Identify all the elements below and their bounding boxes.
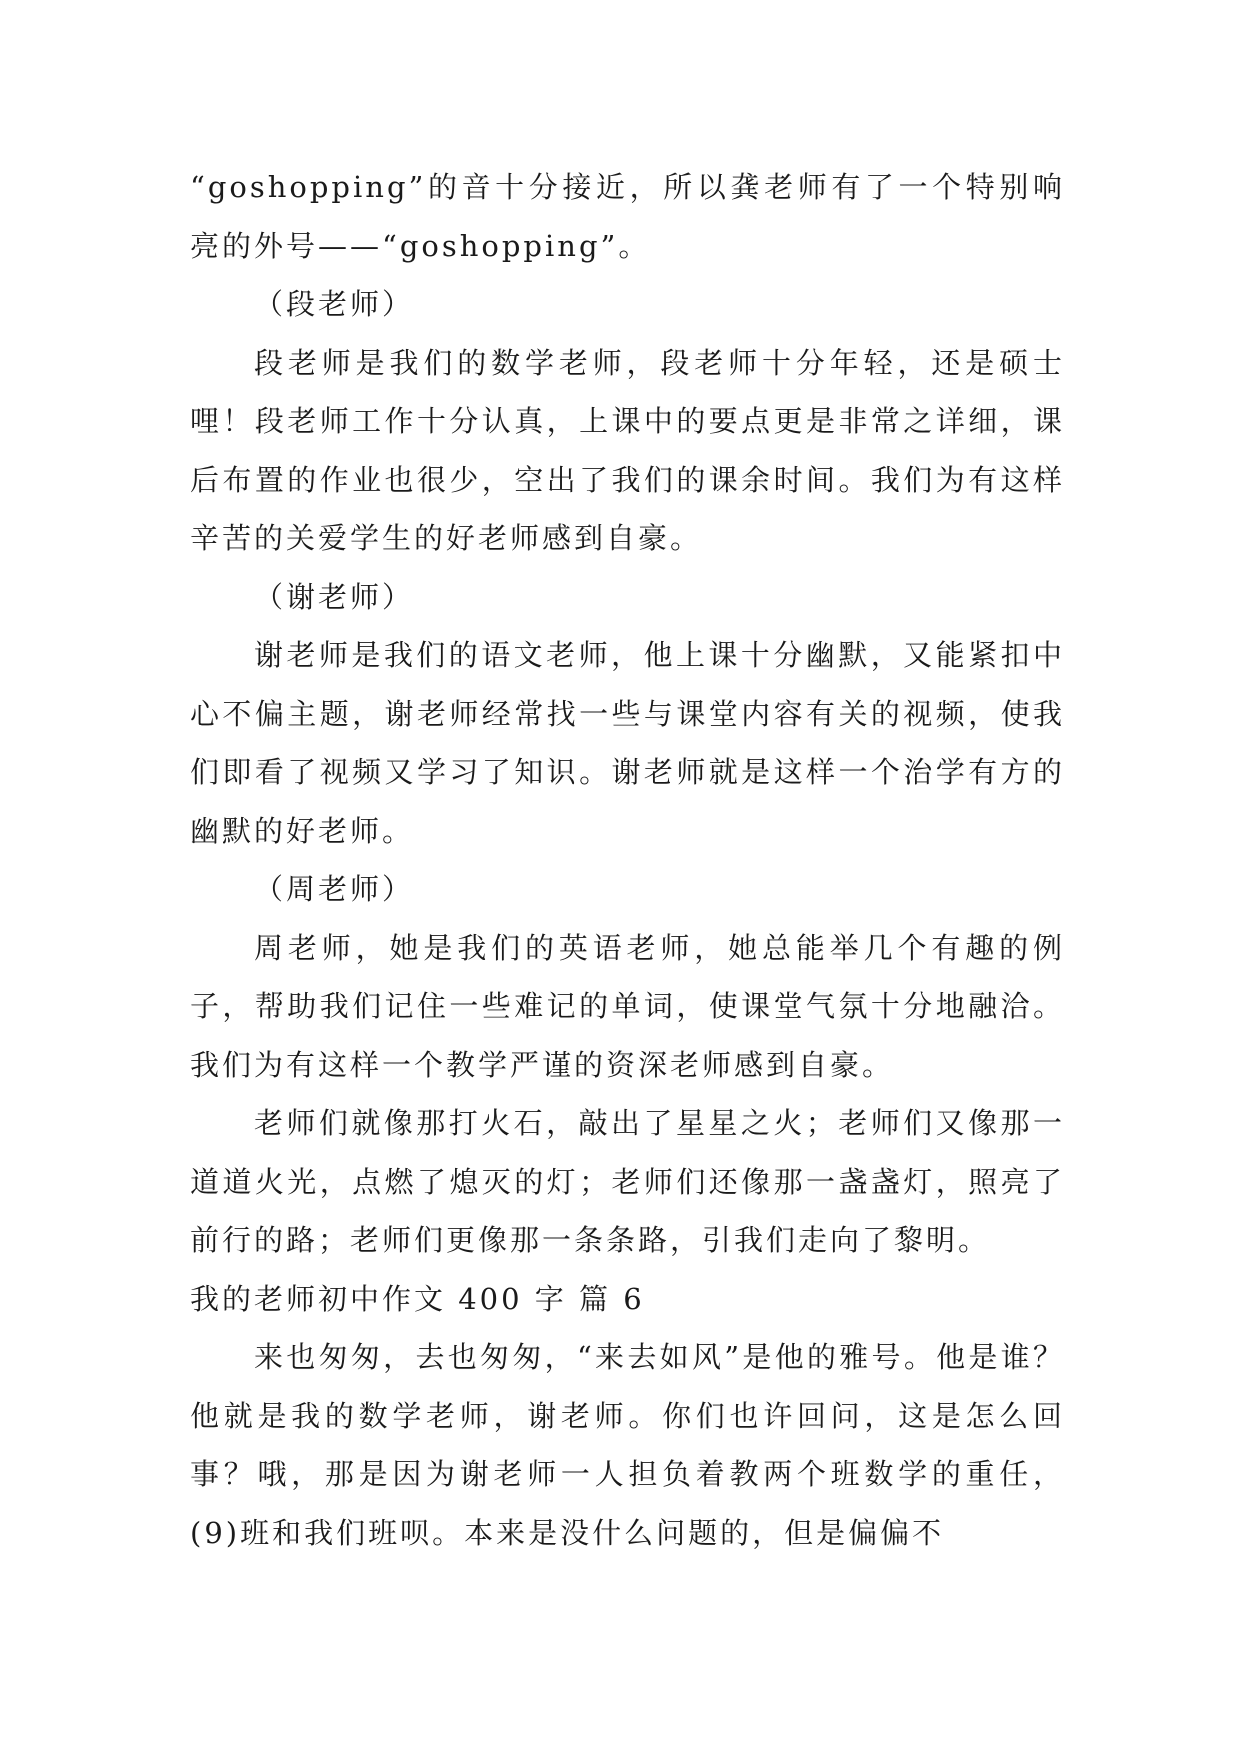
paragraph-teacher-xie: 谢老师是我们的语文老师，他上课十分幽默，又能紧扣中心不偏主题，谢老师经常找一些与课堂内容有关的视频，使我们即看了视频又学习了知识。谢老师就是这样一个治学有方的幽默的好老师。 <box>190 638 1065 848</box>
paragraph-teacher-zhou: 周老师，她是我们的英语老师，她总能举几个有趣的例子，帮助我们记住一些难记的单词，使课堂气氛十分地融洽。我们为有这样一个教学严谨的资深老师感到自豪。 <box>190 930 1065 1082</box>
paragraph-teacher-duan: 段老师是我们的数学老师，段老师十分年轻，还是硕士哩！段老师工作十分认真，上课中的要点更是非常之详细，课后布置的作业也很少，空出了我们的课余时间。我们为有这样辛苦的关爱学生的好老师感到自豪。 <box>190 345 1065 555</box>
paragraph-part-6-intro: 来也匆匆，去也匆匆，“来去如风”是他的雅号。他是谁？他就是我的数学老师，谢老师。你们也许回问，这是怎么回事？哦，那是因为谢老师一人担负着教两个班数学的重任，(9)班和我们班呗。本来是没什么问题的，但是偏偏不 <box>190 1340 1065 1550</box>
essay-heading-part-6: 我的老师初中作文 400 字 篇 6 <box>190 1281 645 1316</box>
paragraph-goshopping: “goshopping”的音十分接近，所以龚老师有了一个特别响亮的外号——“goshopping”。 <box>190 170 1065 263</box>
document-page <box>190 158 1065 1562</box>
subheading-teacher-xie: （谢老师） <box>254 579 415 614</box>
subheading-teacher-zhou: （周老师） <box>254 872 415 906</box>
paragraph-teachers-metaphor: 老师们就像那打火石，敲出了星星之火；老师们又像那一道道火光，点燃了熄灭的灯；老师们还像那一盏盏灯，照亮了前行的路；老师们更像那一条条路，引我们走向了黎明。 <box>190 1106 1065 1257</box>
subheading-teacher-duan: （段老师） <box>254 287 415 321</box>
